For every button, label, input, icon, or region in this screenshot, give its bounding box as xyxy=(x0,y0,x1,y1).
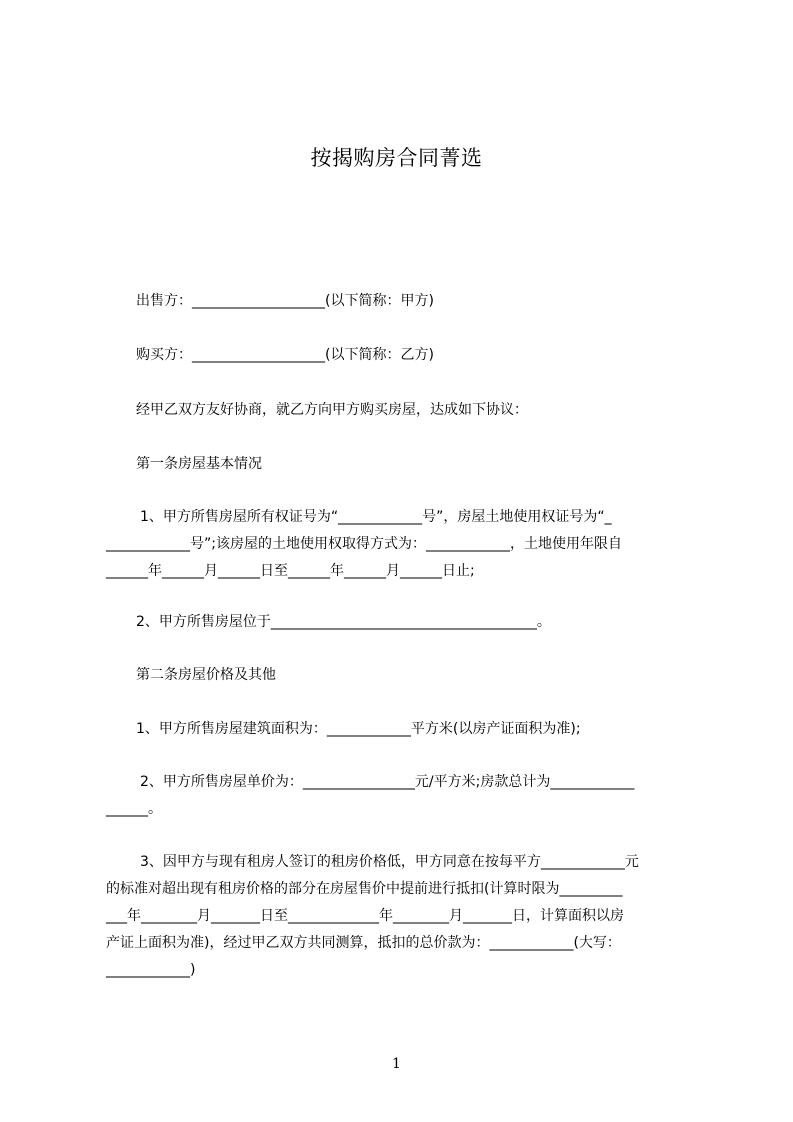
article2-item3-line5: ____________) xyxy=(106,962,196,978)
page-number: 1 xyxy=(392,1056,401,1072)
article1-heading: 第一条房屋基本情况 xyxy=(136,456,262,472)
article1-item1-line3: ______年______月______日至______年______月______日止; xyxy=(106,563,475,579)
seller-line: 出售方：___________________(以下简称：甲方) xyxy=(136,293,434,309)
article1-item1-line1: 1、甲方所售房屋所有权证号为“____________号”，房屋土地使用权证号为“_ xyxy=(140,509,612,525)
article2-heading: 第二条房屋价格及其他 xyxy=(136,667,276,683)
article1-item1-line2: ____________号”;该房屋的土地使用权取得方式为：____________，土地使用年限自 xyxy=(106,536,622,552)
article2-item3-line1: 3、因甲方与现有租房人签订的租房价格低，甲方同意在按每平方____________元 xyxy=(140,854,639,870)
article2-item2-line2: ______。 xyxy=(106,801,162,817)
article2-item1: 1、甲方所售房屋建筑面积为：____________平方米(以房产证面积为准); xyxy=(136,721,581,737)
article1-item2: 2、甲方所售房屋位于______________________________________。 xyxy=(136,614,551,630)
article2-item3-line3: ___年________月_______日至_____________年________月_______日，计算面积以房 xyxy=(106,908,624,924)
article2-item2-line1: 2、甲方所售房屋单价为：________________元/平方米;房款总计为____________ xyxy=(140,774,635,790)
buyer-line: 购买方：___________________(以下简称：乙方) xyxy=(136,347,434,363)
article2-item3-line2: 的标准对超出现有租房价格的部分在房屋售价中提前进行抵扣(计算时限为_________ xyxy=(106,881,623,897)
document-title: 按揭购房合同菁选 xyxy=(310,146,483,170)
article2-item3-line4: 产证上面积为准)，经过甲乙双方共同测算，抵扣的总价款为：____________(大写： xyxy=(106,935,621,951)
intro-paragraph: 经甲乙双方友好协商，就乙方向甲方购买房屋，达成如下协议： xyxy=(136,402,528,418)
